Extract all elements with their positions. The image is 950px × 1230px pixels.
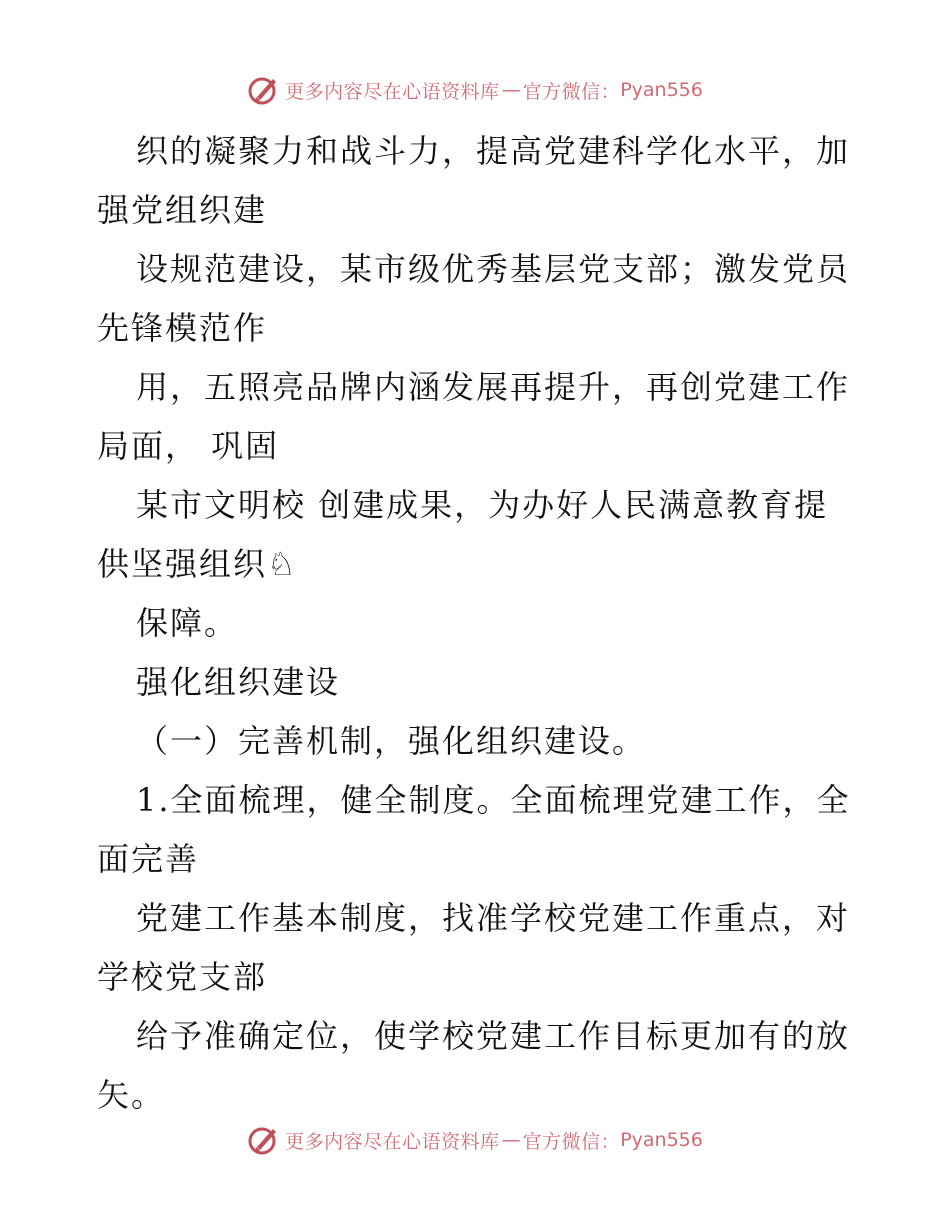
quill-logo-icon (247, 73, 281, 107)
text-line: 强党组织建 (97, 191, 268, 229)
section-heading: 强化组织建设 (136, 663, 341, 701)
watermark-separator: — (501, 1129, 521, 1151)
watermark-wechat-id: Pyan556 (620, 1129, 703, 1151)
text-line: 党建工作基本制度，找准学校党建工作重点，对 (136, 899, 851, 937)
text-line: 供坚强组织♘ (97, 545, 298, 583)
watermark-wechat-id: Pyan556 (620, 79, 703, 101)
text-line: 面完善 (97, 840, 200, 878)
text-line: 某市文明校 创建成果，为办好人民满意教育提 (136, 486, 829, 524)
document-body (97, 122, 857, 1125)
quill-logo-icon (247, 1123, 281, 1157)
watermark-wechat-label: 官方微信： (522, 80, 621, 103)
watermark-text: 更多内容尽在心语资料库 (285, 80, 500, 103)
text-line: 学校党支部 (97, 958, 268, 996)
text-line: 用，五照亮品牌内涵发展再提升，再创党建工作 (136, 368, 851, 406)
text-line: 织的凝聚力和战斗力，提高党建科学化水平，加 (136, 132, 851, 170)
watermark-separator: — (501, 79, 521, 101)
text-line: 矢。 (97, 1076, 166, 1114)
watermark-text: 更多内容尽在心语资料库 (285, 1130, 500, 1153)
watermark-wechat-label: 官方微信： (522, 1130, 621, 1153)
subsection-heading: （一）完善机制，强化组织建设。 (136, 722, 647, 760)
text-line: 设规范建设，某市级优秀基层党支部；激发党员 (136, 250, 851, 288)
text-line: 给予准确定位，使学校党建工作目标更加有的放 (136, 1017, 851, 1055)
text-line: 保障。 (136, 604, 239, 642)
text-line: 1.全面梳理，健全制度。全面梳理党建工作，全 (136, 781, 851, 819)
text-line: 局面， 巩固 (97, 427, 280, 465)
header-watermark (0, 70, 950, 110)
text-line: 先锋模范作 (97, 309, 268, 347)
footer-watermark (0, 1120, 950, 1160)
